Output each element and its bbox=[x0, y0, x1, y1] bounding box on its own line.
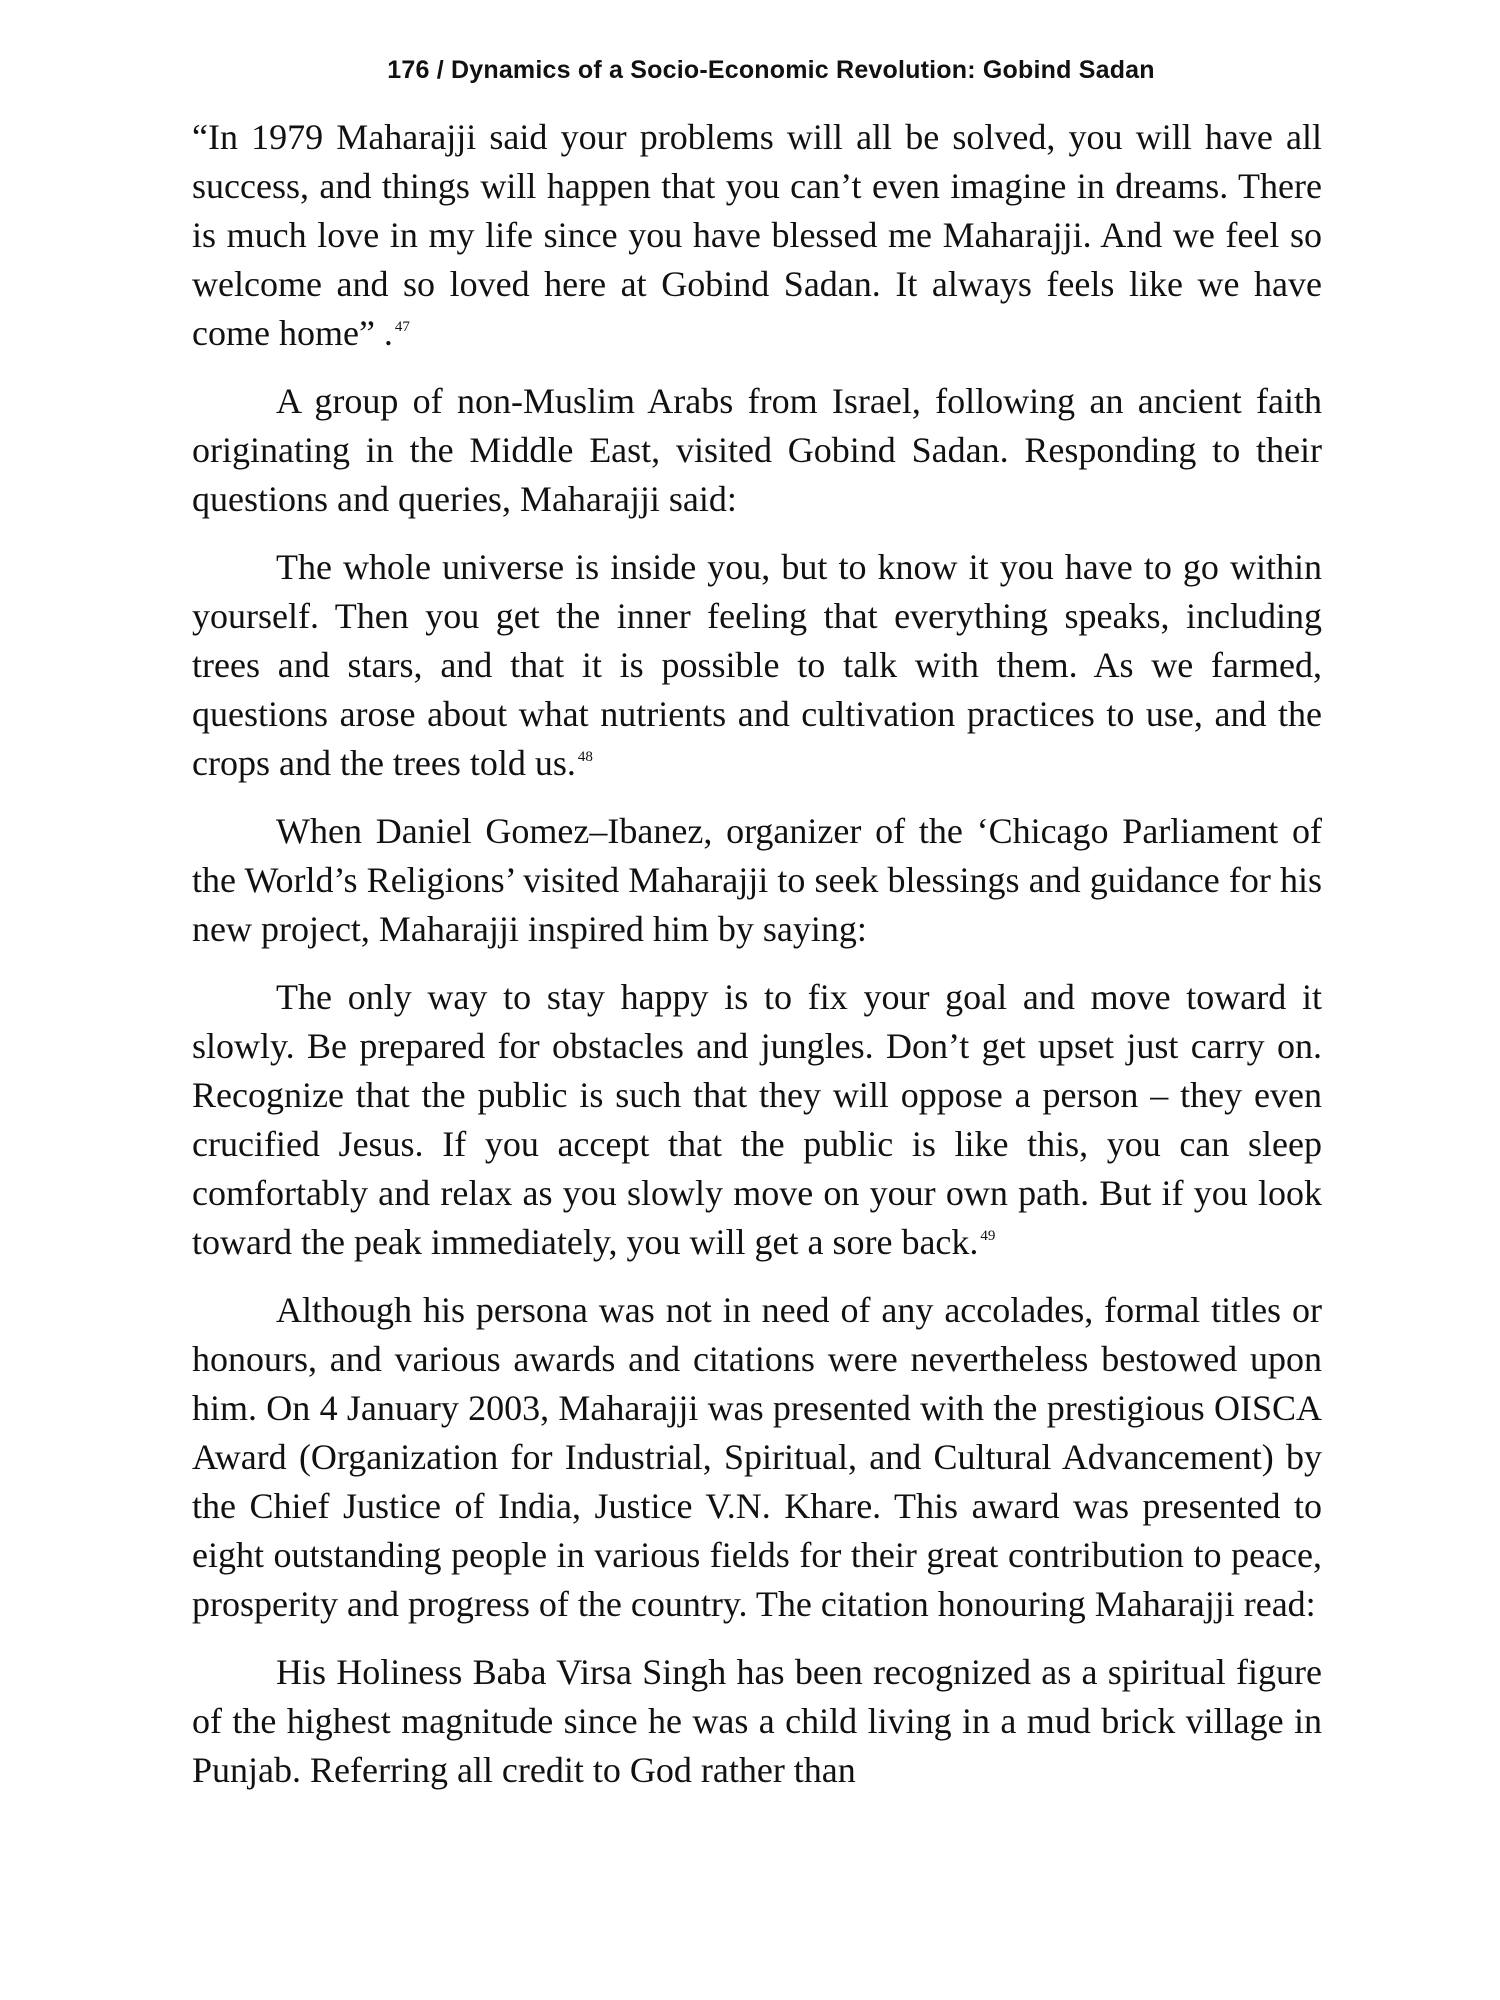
quote-text: The only way to stay happy is to fix your goal and move toward it slowly. Be prepared for obstacles and jungles. Don’t get upset just carry on. Recognize that the public is such that they will oppose a person – they even crucified Jesus. If you accept that the public is like this, you can sleep comfortably and relax as you slowly move on your own path. But if you look toward the peak immediately, you will get a sore back. bbox=[192, 977, 1322, 1262]
quote-text: His Holiness Baba Virsa Singh has been recognized as a spiritual figure of the highest magnitude since he was a child living in a mud brick village in Punjab. Referring all credit to God rather than bbox=[192, 1652, 1322, 1790]
block-quote-citation bbox=[192, 1648, 1322, 1795]
page-body bbox=[192, 113, 1322, 1795]
footnote-marker: 49 bbox=[980, 1228, 996, 1244]
quote-text: The whole universe is inside you, but to know it you have to go within yourself. Then you get the inner feeling that everything speaks, including trees and stars, and that it is possible to talk with them. As we farmed, questions arose about what nutrients and cultivation practices to use, and the crops and the trees told us. bbox=[192, 547, 1322, 783]
paragraph-text: “In 1979 Maharajji said your problems will all be solved, you will have all success, and things will happen that you can’t even imagine in dreams. There is much love in my life since you have blessed me Maharajji. And we feel so welcome and so loved here at Gobind Sadan. It always feels like we have come home” . bbox=[192, 117, 1322, 353]
paragraph-testimony bbox=[192, 113, 1322, 358]
running-head: 176 / Dynamics of a Socio-Economic Revolution: Gobind Sadan bbox=[387, 56, 1155, 84]
block-quote-universe bbox=[192, 543, 1322, 788]
paragraph-text: When Daniel Gomez–Ibanez, organizer of the ‘Chicago Parliament of the World’s Religions’ visited Maharajji to seek blessings and guidance for his new project, Maharajji inspired him by saying: bbox=[192, 811, 1322, 949]
paragraph-text: Although his persona was not in need of any accolades, formal titles or honours, and various awards and citations were nevertheless bestowed upon him. On 4 January 2003, Maharajji was presented with the prestigious OISCA Award (Organization for Industrial, Spiritual, and Cultural Advancement) by the Chief Justice of India, Justice V.N. Khare. This award was presented to eight outstanding people in various fields for their great contribution to peace, prosperity and progress of the country. The citation honouring Maharajji read: bbox=[192, 1290, 1322, 1624]
paragraph-text: A group of non-Muslim Arabs from Israel, following an ancient faith originating in the Middle East, visited Gobind Sadan. Responding to their questions and queries, Maharajji said: bbox=[192, 381, 1322, 519]
book-page bbox=[192, 56, 1322, 1795]
paragraph-arab-visit bbox=[192, 377, 1322, 524]
footnote-marker: 48 bbox=[577, 749, 593, 765]
paragraph-oisca-award bbox=[192, 1286, 1322, 1629]
block-quote-happiness bbox=[192, 973, 1322, 1267]
paragraph-gomez-ibanez bbox=[192, 807, 1322, 954]
footnote-marker: 47 bbox=[394, 319, 410, 335]
